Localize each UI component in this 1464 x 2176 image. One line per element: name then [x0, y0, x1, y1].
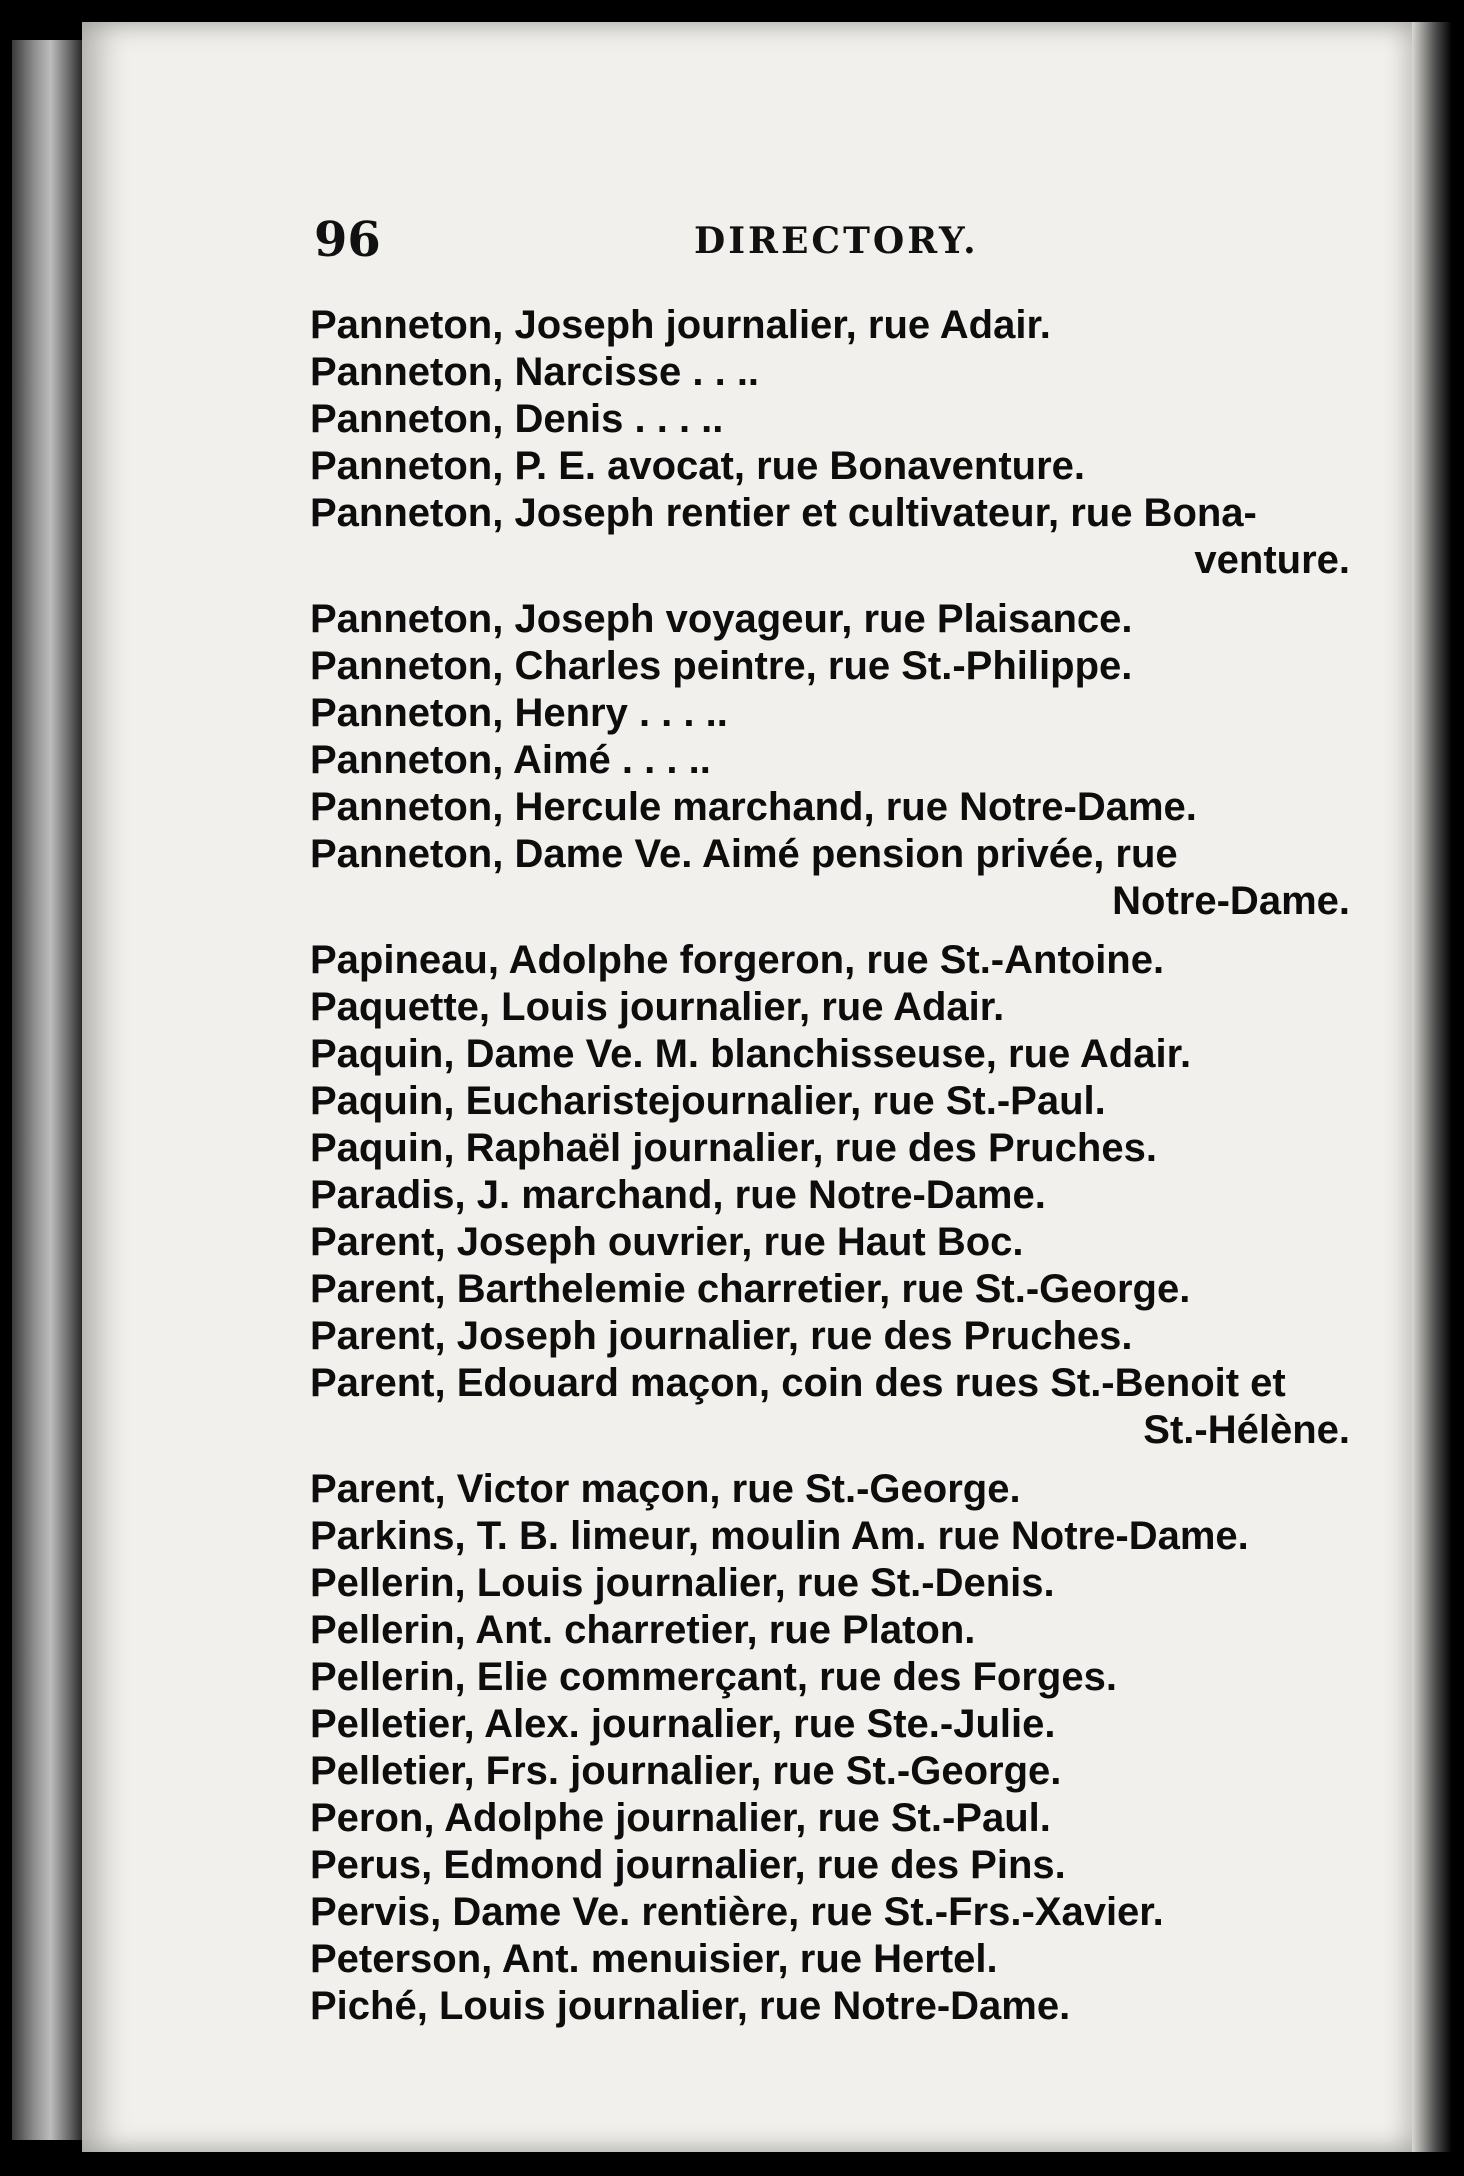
entry-text: Paradis, J. marchand, rue Notre-Dame. — [310, 1173, 1046, 1217]
entry-text: Pelletier, Frs. journalier, rue St.-George. — [310, 1749, 1062, 1793]
entry-text: Parent, Barthelemie charretier, rue St.-George. — [310, 1267, 1191, 1311]
directory-entry — [310, 1748, 1350, 1795]
directory-entry — [310, 737, 1350, 784]
entry-text: Parent, Victor maçon, rue St.-George. — [310, 1467, 1021, 1511]
entry-text: Paquette, Louis journalier, rue Adair. — [310, 985, 1005, 1029]
directory-entry — [310, 1360, 1350, 1454]
directory-entry — [310, 1266, 1350, 1313]
directory-entry — [310, 1219, 1350, 1266]
entry-text: Peron, Adolphe journalier, rue St.-Paul. — [310, 1796, 1051, 1840]
entry-text: Panneton, Narcisse . . .. — [310, 350, 760, 394]
directory-entry — [310, 1125, 1350, 1172]
directory-entry — [310, 831, 1350, 925]
directory-entry — [310, 302, 1350, 349]
entry-text: Pellerin, Elie commerçant, rue des Forges. — [310, 1655, 1117, 1699]
directory-entry — [310, 396, 1350, 443]
entry-text: Pellerin, Louis journalier, rue St.-Denis. — [310, 1561, 1055, 1605]
directory-entry — [310, 1607, 1350, 1654]
entry-text: Panneton, Joseph voyageur, rue Plaisance. — [310, 597, 1133, 641]
directory-entry — [310, 596, 1350, 643]
directory-entry — [310, 1172, 1350, 1219]
directory-entry — [310, 1031, 1350, 1078]
book-page — [82, 22, 1412, 2152]
entry-text: Pelletier, Alex. journalier, rue Ste.-Julie. — [310, 1702, 1056, 1746]
page-edge — [1412, 22, 1452, 2152]
entry-text: Panneton, Charles peintre, rue St.-Philippe. — [310, 644, 1133, 688]
directory-entry — [310, 443, 1350, 490]
directory-entry — [310, 1795, 1350, 1842]
entry-text: Panneton, Aimé . . . .. — [310, 738, 711, 782]
entry-text: Piché, Louis journalier, rue Notre-Dame. — [310, 1984, 1071, 2028]
entry-text: Pervis, Dame Ve. rentière, rue St.-Frs.-Xavier. — [310, 1890, 1164, 1934]
directory-entry — [310, 1701, 1350, 1748]
directory-entries — [310, 302, 1350, 2030]
entry-text: Panneton, Joseph journalier, rue Adair. — [310, 303, 1051, 347]
entry-text: Parent, Edouard maçon, coin des rues St.-Benoit et — [310, 1361, 1286, 1405]
directory-entry — [310, 490, 1350, 584]
entry-text: Panneton, Hercule marchand, rue Notre-Dame. — [310, 785, 1197, 829]
entry-continuation: Notre-Dame. — [1112, 879, 1350, 923]
directory-entry — [310, 1654, 1350, 1701]
directory-entry — [310, 784, 1350, 831]
directory-entry — [310, 1313, 1350, 1360]
directory-entry — [310, 984, 1350, 1031]
entry-text: Panneton, P. E. avocat, rue Bonaventure. — [310, 444, 1086, 488]
running-head: DIRECTORY. — [694, 220, 979, 262]
entry-text: Panneton, Joseph rentier et cultivateur, rue Bona- — [310, 491, 1257, 535]
entry-text: Paquin, Dame Ve. M. blanchisseuse, rue Adair. — [310, 1032, 1192, 1076]
directory-entry — [310, 1513, 1350, 1560]
page-number: 96 — [314, 212, 381, 268]
directory-entry — [310, 1842, 1350, 1889]
entry-text: Pellerin, Ant. charretier, rue Platon. — [310, 1608, 976, 1652]
directory-entry — [310, 1078, 1350, 1125]
entry-text: Parent, Joseph journalier, rue des Pruches. — [310, 1314, 1133, 1358]
entry-text: Peterson, Ant. menuisier, rue Hertel. — [310, 1937, 998, 1981]
directory-entry — [310, 643, 1350, 690]
directory-entry — [310, 1983, 1350, 2030]
entry-text: Paquin, Raphaël journalier, rue des Pruches. — [310, 1126, 1157, 1170]
directory-entry — [310, 349, 1350, 396]
entry-text: Panneton, Dame Ve. Aimé pension privée, rue — [310, 832, 1178, 876]
entry-continuation: St.-Hélène. — [1143, 1408, 1350, 1452]
entry-text: Perus, Edmond journalier, rue des Pins. — [310, 1843, 1066, 1887]
entry-continuation: venture. — [1194, 538, 1350, 582]
directory-entry — [310, 1936, 1350, 1983]
entry-text: Paquin, Eucharistejournalier, rue St.-Paul. — [310, 1079, 1106, 1123]
directory-entry — [310, 1466, 1350, 1513]
directory-entry — [310, 937, 1350, 984]
book-binding — [12, 40, 82, 2140]
entry-text: Panneton, Denis . . . .. — [310, 397, 724, 441]
page-header — [82, 212, 1412, 268]
entry-text: Parent, Joseph ouvrier, rue Haut Boc. — [310, 1220, 1024, 1264]
directory-entry — [310, 1889, 1350, 1936]
entry-text: Panneton, Henry . . . .. — [310, 691, 728, 735]
entry-text: Parkins, T. B. limeur, moulin Am. rue Notre-Dame. — [310, 1514, 1249, 1558]
entry-text: Papineau, Adolphe forgeron, rue St.-Antoine. — [310, 938, 1165, 982]
directory-entry — [310, 1560, 1350, 1607]
directory-entry — [310, 690, 1350, 737]
